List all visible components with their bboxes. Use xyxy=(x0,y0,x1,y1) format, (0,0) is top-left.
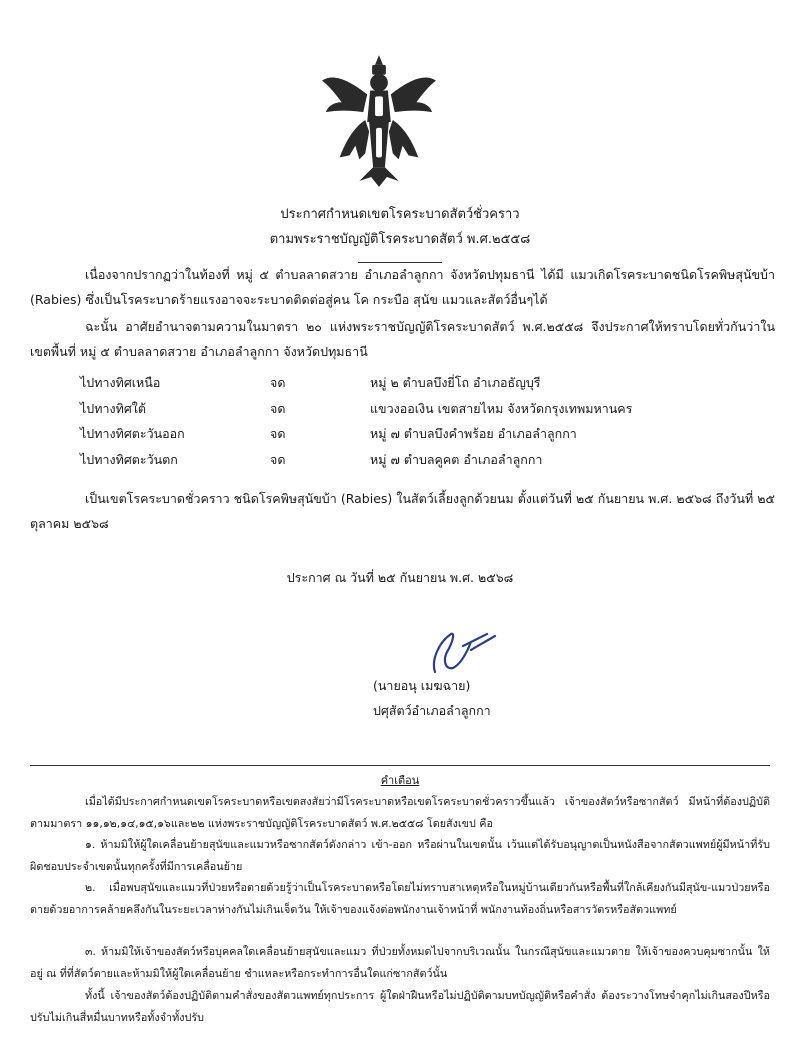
warning-item-1 xyxy=(30,834,770,877)
boundary-connector: จด xyxy=(270,426,286,441)
title-line-1: ประกาศกำหนดเขตโรคระบาดสัตว์ชั่วคราว xyxy=(280,207,520,222)
warning-closing xyxy=(30,985,770,1028)
warning-item-2 xyxy=(30,877,770,920)
title-line-2: ตามพระราชบัญญัติโรคระบาดสัตว์ พ.ศ.๒๕๕๘ xyxy=(269,232,531,247)
boundary-direction: ไปทางทิศตะวันตก xyxy=(80,452,178,467)
warning-intro xyxy=(30,791,770,834)
paragraph-declaration xyxy=(30,314,775,364)
boundary-connector: จด xyxy=(270,452,286,467)
garuda-emblem-icon xyxy=(320,50,438,190)
paragraph-background xyxy=(30,262,775,312)
warning-item-2-text: ๒. เมื่อพบสุนัขและแมวที่ป่วยหรือตายด้วยรู้ว่าเป็นโรคระบาดหรือโดยไม่ทราบสาเหตุหรือในหมู่บ้านเดียวกันหรือพื้นที่ใกล้เคียงกันมีสุนัข-แมวป่วยหรือตายด้วยอาการคล้ายคลึงกันในระยะเวลาห่างกันไม่เกินเจ็ดวัน ให้เจ้าของแจ้งต่อพนักงานเจ้าหน้าที่ พนักงานท้องถิ่นหรือสารวัตรหรือสัตวแพทย์ xyxy=(30,881,770,916)
paragraph-declaration-text: ฉะนั้น อาศัยอำนาจตามความในมาตรา ๒๐ แห่งพระราชบัญญัติโรคระบาดสัตว์ พ.ศ.๒๕๕๘ จึงประกาศให้ทราบโดยทั่วกันว่าในเขตพื้นที่ หมู่ ๕ ตำบลลาดสวาย อำเภอลำลูกกา จังหวัดปทุมธานี xyxy=(30,319,775,359)
boundary-connector: จด xyxy=(270,401,286,416)
boundary-direction: ไปทางทิศใต้ xyxy=(80,401,146,416)
warning-item-3-text: ๓. ห้ามมิให้เจ้าของสัตว์หรือบุคคลใดเคลื่อนย้ายสุนัขและแมว ที่ป่วยทั้งหมดไปจากบริเวณนั้น ในกรณีสุนัขและแมวตาย ให้เจ้าของควบคุมซากนั้น ให้อยู่ ณ ที่ที่สัตว์ตายและห้ามมิให้ผู้ใดเคลื่อนย้าย ชำแหละหรือกระทำการอื่นใดแก่ซากสัตว์นั้น xyxy=(30,945,770,980)
signatory-name: (นายอนุ เมฆฉาย) xyxy=(373,678,471,693)
handwritten-signature xyxy=(405,612,525,682)
warning-intro-text: เมื่อได้มีประกาศกำหนดเขตโรคระบาดหรือเขตสงสัยว่ามีโรคระบาดหรือเขตโรคระบาดชั่วคราวขึ้นแล้ว เจ้าของสัตว์หรือซากสัตว์ มีหน้าที่ต้องปฏิบัติตามมาตรา ๑๑,๑๒,๑๔,๑๕,๑๖และ๒๒ แห่งพระราชบัญญัติโรคระบาดสัตว์ พ.ศ.๒๕๕๘ โดยสังเขป คือ xyxy=(30,795,770,830)
warning-title: คำเตือน xyxy=(380,774,420,787)
paragraph-zone-period-text: เป็นเขตโรคระบาดชั่วคราว ชนิดโรคพิษสุนัขบ้า (Rabies) ในสัตว์เลี้ยงลูกด้วยนม ตั้งแต่วันที่ ๒๕ กันยายน พ.ศ. ๒๕๖๘ ถึงวันที่ ๒๕ ตุลาคม ๒๕๖๘ xyxy=(30,491,775,531)
warning-divider xyxy=(30,765,770,766)
warning-item-1-text: ๑. ห้ามมิให้ผู้ใดเคลื่อนย้ายสุนัขและแมวหรือซากสัตว์ดังกล่าว เข้า-ออก หรือผ่านในเขตนั้น เว้นแต่ได้รับอนุญาตเป็นหนังสือจากสัตวแพทย์ผู้มีหน้าที่รับผิดชอบประจำเขตนั้นทุกครั้งที่มีการเคลื่อนย้าย xyxy=(30,838,770,873)
boundary-place: แขวงออเงิน เขตสายไหม จังหวัดกรุงเทพมหานคร xyxy=(370,401,633,416)
boundary-place: หมู่ ๗ ตำบลบึงคำพร้อย อำเภอลำลูกกา xyxy=(370,426,577,441)
warning-item-3 xyxy=(30,941,770,984)
boundary-direction: ไปทางทิศตะวันออก xyxy=(80,426,185,441)
boundary-direction: ไปทางทิศเหนือ xyxy=(80,375,161,390)
paragraph-zone-period xyxy=(30,486,775,536)
boundary-connector: จด xyxy=(270,375,286,390)
signatory-position: ปศุสัตว์อำเภอลำลูกกา xyxy=(373,703,491,718)
paragraph-background-text: เนื่องจากปรากฏว่าในท้องที่ หมู่ ๕ ตำบลลาดสวาย อำเภอลำลูกกา จังหวัดปทุมธานี ได้มี แมวเกิดโรคระบาดชนิดโรคพิษสุนัขบ้า (Rabies) ซึ่งเป็นโรคระบาดร้ายแรงอาจจะระบาดติดต่อสู่คน โค กระบือ สุนัข แมวและสัตว์อื่นๆได้ xyxy=(30,267,775,307)
boundary-place: หมู่ ๒ ตำบลบึงยี่โถ อำเภอธัญบุรี xyxy=(370,375,541,390)
boundary-place: หมู่ ๗ ตำบลคูคต อำเภอลำลูกกา xyxy=(370,452,543,467)
announcement-date: ประกาศ ณ วันที่ ๒๕ กันยายน พ.ศ. ๒๕๖๘ xyxy=(286,570,514,585)
warning-closing-text: ทั้งนี้ เจ้าของสัตว์ต้องปฏิบัติตามคำสั่งของสัตวแพทย์ทุกประการ ผู้ใดฝ่าฝืนหรือไม่ปฏิบัติตามบทบัญญัติหรือคำสั่ง ต้องระวางโทษจำคุกไม่เกินสองปีหรือปรับไม่เกินสี่หมื่นบาทหรือทั้งจำทั้งปรับ xyxy=(30,989,770,1024)
